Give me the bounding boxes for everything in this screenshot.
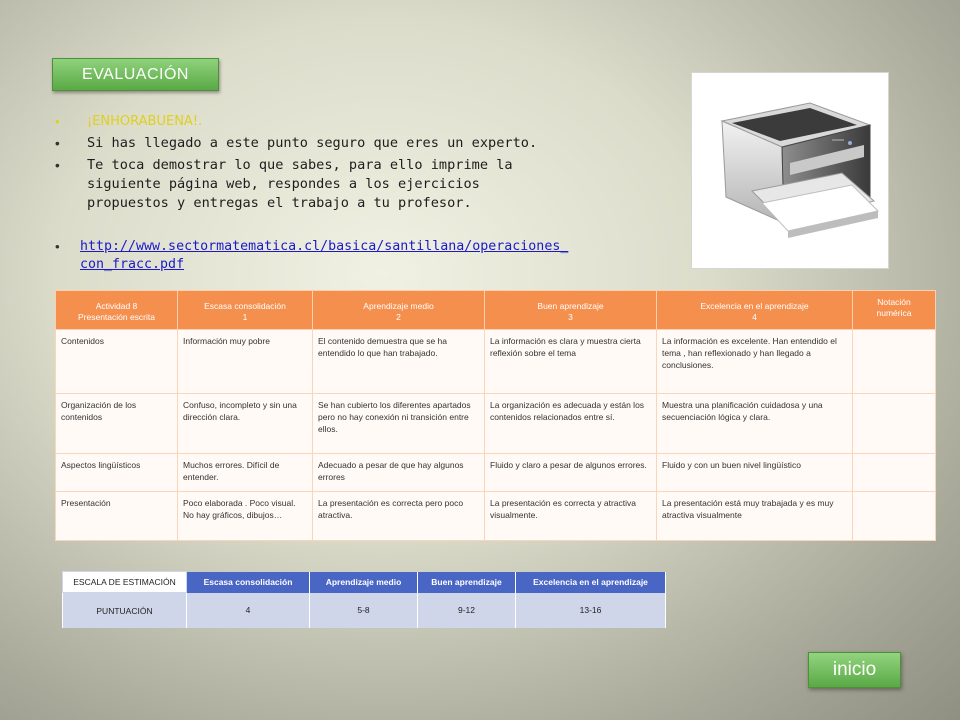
score-cell xyxy=(853,492,936,541)
scale-header-cell: ESCALA DE ESTIMACIÓN xyxy=(63,572,187,593)
instructions-bullet: • Te toca demostrar lo que sabes, para ello imprime la siguiente página web, respondes a los ejercicios propuestos y entregas el trabajo a tu profesor. xyxy=(55,156,565,213)
scale-header-cell: Aprendizaje medio xyxy=(310,572,418,593)
rubric-header-cell: Actividad 8 Presentación escrita xyxy=(56,291,178,330)
table-cell: La presentación es correcta pero poco atractiva. xyxy=(313,492,485,541)
table-cell: Confuso, incompleto y sin una dirección clara. xyxy=(178,394,313,454)
printer-icon xyxy=(692,73,888,268)
table-cell: La información es excelente. Han entendido el tema , han reflexionado y han llegado a conclusiones. xyxy=(657,330,853,394)
rubric-table xyxy=(55,290,936,541)
table-cell: La organización es adecuada y están los contenidos relacionados entre sí. xyxy=(485,394,657,454)
table-cell: Presentación xyxy=(56,492,178,541)
scale-cell: 13-16 xyxy=(516,593,666,629)
scale-header-cell: Escasa consolidación xyxy=(187,572,310,593)
table-row xyxy=(56,454,936,492)
table-cell: Fluido y con un buen nivel lingüístico xyxy=(657,454,853,492)
scale-cell: 9-12 xyxy=(418,593,516,629)
table-cell: Aspectos lingüísticos xyxy=(56,454,178,492)
scale-cell: PUNTUACIÓN xyxy=(63,593,187,629)
intro-bullets xyxy=(55,112,565,216)
scale-score-row xyxy=(63,593,666,629)
table-cell: Organización de los contenidos xyxy=(56,394,178,454)
pdf-link[interactable]: http://www.sectormatematica.cl/basica/santillana/operaciones_con_fracc.pdf xyxy=(80,239,569,272)
table-row xyxy=(56,394,936,454)
table-cell: El contenido demuestra que se ha entendido lo que han trabajado. xyxy=(313,330,485,394)
table-row xyxy=(56,330,936,394)
table-cell: Adecuado a pesar de que hay algunos errores xyxy=(313,454,485,492)
table-cell: Muestra una planificación cuidadosa y una secuenciación lógica y clara. xyxy=(657,394,853,454)
table-cell: Se han cubierto los diferentes apartados pero no hay conexión ni transición entre ellos. xyxy=(313,394,485,454)
table-row xyxy=(56,492,936,541)
rubric-header-cell: Buen aprendizaje 3 xyxy=(485,291,657,330)
table-cell: Fluido y claro a pesar de algunos errores. xyxy=(485,454,657,492)
table-cell: Contenidos xyxy=(56,330,178,394)
score-cell xyxy=(853,454,936,492)
score-cell xyxy=(853,330,936,394)
rubric-header-cell: Aprendizaje medio 2 xyxy=(313,291,485,330)
table-cell: Información muy pobre xyxy=(178,330,313,394)
congrats-bullet: • ¡ENHORABUENA!. xyxy=(55,112,565,131)
score-cell xyxy=(853,394,936,454)
scale-header-row xyxy=(63,572,666,593)
expert-bullet: • Si has llegado a este punto seguro que eres un experto. xyxy=(55,134,565,153)
rubric-header-cell: Notación numérica xyxy=(853,291,936,330)
scale-cell: 5-8 xyxy=(310,593,418,629)
link-bullet xyxy=(55,238,575,274)
inicio-button[interactable]: inicio xyxy=(808,652,901,688)
bullet-dot: • xyxy=(55,239,60,254)
printer-image xyxy=(691,72,889,269)
table-cell: La información es clara y muestra cierta reflexión sobre el tema xyxy=(485,330,657,394)
rubric-header-cell: Escasa consolidación 1 xyxy=(178,291,313,330)
table-cell: La presentación es correcta y atractiva visualmente. xyxy=(485,492,657,541)
scale-header-cell: Buen aprendizaje xyxy=(418,572,516,593)
scale-cell: 4 xyxy=(187,593,310,629)
rubric-header-row xyxy=(56,291,936,330)
evaluacion-tag: EVALUACIÓN xyxy=(52,58,219,91)
scale-header-cell: Excelencia en el aprendizaje xyxy=(516,572,666,593)
table-cell: La presentación está muy trabajada y es muy atractiva visualmente xyxy=(657,492,853,541)
rubric-header-cell: Excelencia en el aprendizaje 4 xyxy=(657,291,853,330)
table-cell: Poco elaborada . Poco visual. No hay gráficos, dibujos… xyxy=(178,492,313,541)
estimation-scale-table xyxy=(62,571,666,628)
table-cell: Muchos errores. Difícil de entender. xyxy=(178,454,313,492)
